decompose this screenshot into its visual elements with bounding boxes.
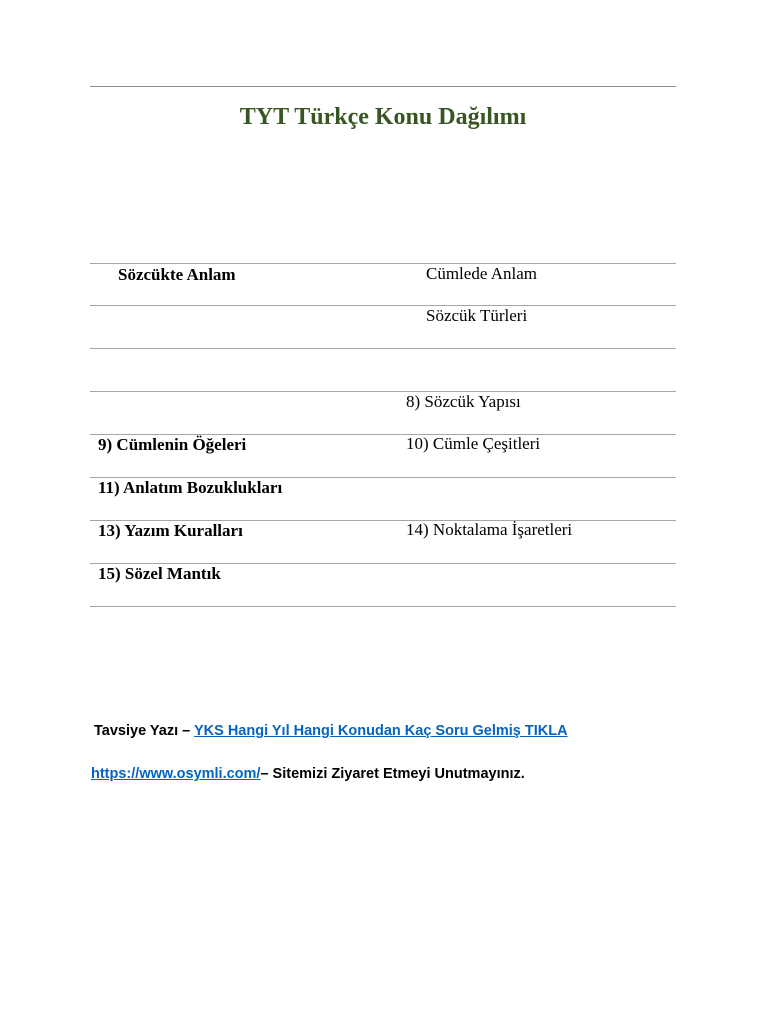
topic-row	[90, 349, 676, 392]
topic-left-cell: 13) Yazım Kuralları	[98, 521, 243, 540]
topic-row	[90, 521, 676, 564]
topic-row	[90, 264, 676, 306]
topic-right-cell: 8) Sözcük Yapısı	[406, 392, 521, 411]
topic-row	[90, 478, 676, 521]
recommended-article-link[interactable]: YKS Hangi Yıl Hangi Konudan Kaç Soru Gelmiş TIKLA	[193, 723, 568, 739]
topic-table	[90, 263, 676, 607]
topic-right-cell: 10) Cümle Çeşitleri	[406, 434, 541, 453]
topic-right-cell: Cümlede Anlam	[426, 264, 537, 283]
topic-left-cell: 15) Sözel Mantık	[98, 564, 221, 583]
topic-right-cell: 14) Noktalama İşaretleri	[406, 520, 573, 539]
top-divider	[90, 86, 676, 87]
site-url-link[interactable]: https://www.osymli.com/	[91, 766, 261, 782]
topic-left-cell: 9) Cümlenin Öğeleri	[98, 435, 247, 454]
topic-left-cell: Sözcükte Anlam	[118, 265, 236, 284]
topic-left-cell: 11) Anlatım Bozuklukları	[98, 478, 283, 497]
site-line	[91, 766, 525, 782]
topic-right-cell: Sözcük Türleri	[426, 306, 528, 325]
topic-row	[90, 392, 676, 435]
recommendation-line	[94, 723, 568, 739]
site-reminder-text: – Sitemizi Ziyaret Etmeyi Unutmayınız.	[260, 766, 525, 782]
topic-row	[90, 306, 676, 349]
recommendation-prefix: Tavsiye Yazı –	[94, 723, 194, 739]
document-title: TYT Türkçe Konu Dağılımı	[239, 104, 527, 130]
topic-row	[90, 435, 676, 478]
topic-row	[90, 564, 676, 607]
